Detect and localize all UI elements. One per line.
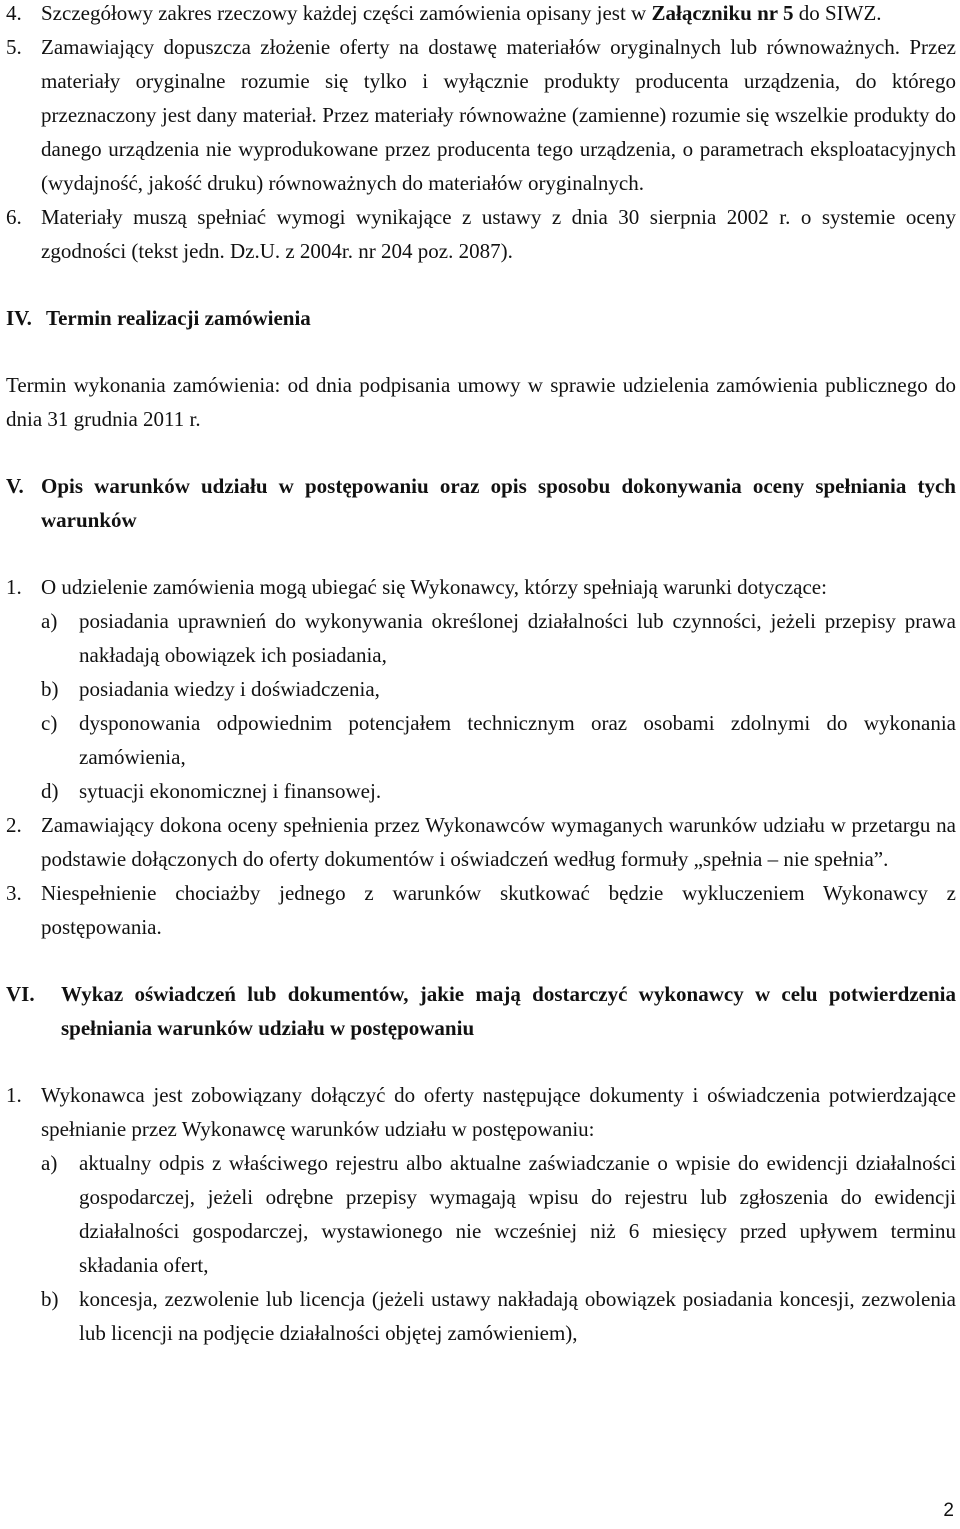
list-text: Zamawiający dokona oceny spełnienia przez Wykonawców wymaganych warunków udziału w przetargu na podstawie dołączonych do oferty dokumentów i oświadczeń według formuły „spełnia – nie spełnia”. bbox=[41, 813, 956, 871]
list-number: 6. bbox=[6, 205, 22, 229]
list-item-5 bbox=[6, 30, 956, 200]
list-text: Niespełnienie chociażby jednego z warunków skutkować będzie wykluczeniem Wykonawcy z postępowania. bbox=[41, 881, 956, 939]
sub-item-c bbox=[41, 706, 956, 774]
sub-item-b bbox=[41, 1282, 956, 1350]
sub-text: dysponowania odpowiednim potencjałem technicznym oraz osobami zdolnymi do wykonania zamówienia, bbox=[79, 711, 956, 769]
list-text: Zamawiający dopuszcza złożenie oferty na dostawę materiałów oryginalnych lub równoważnych. Przez materiały oryginalne rozumie się tylko i wyłącznie produkty producenta urządzenia, do którego przeznaczony jest dany materiał. Przez materiały równoważne (zamienne) rozumie się wszelkie produkty do danego urządzenia nie wyprodukowane przez producenta tego urządzenia, o parametrach eksploatacyjnych (wydajność, jakość druku) równoważnych do materiałów oryginalnych. bbox=[41, 35, 956, 195]
sub-item-d bbox=[41, 774, 956, 808]
attachment-reference: Załączniku nr 5 bbox=[651, 1, 794, 25]
sub-letter: b) bbox=[41, 1287, 59, 1311]
sub-item-a bbox=[41, 1146, 956, 1282]
list-text: Szczegółowy zakres rzeczowy każdej części zamówienia opisany jest w bbox=[41, 1, 652, 25]
section-number: VI. bbox=[6, 982, 35, 1006]
list-number: 3. bbox=[6, 881, 22, 905]
section-v-item-2 bbox=[6, 808, 956, 876]
section-heading-vi bbox=[6, 977, 956, 1045]
list-text: O udzielenie zamówienia mogą ubiegać się Wykonawcy, którzy spełniają warunki dotyczące: bbox=[41, 575, 827, 599]
list-number: 4. bbox=[6, 1, 22, 25]
section-vi-item-1 bbox=[6, 1078, 956, 1146]
section-v-item-3 bbox=[6, 876, 956, 944]
list-number: 1. bbox=[6, 575, 22, 599]
section-title: Wykaz oświadczeń lub dokumentów, jakie mają dostarczyć wykonawcy w celu potwierdzenia spełniania warunków udziału w postępowaniu bbox=[61, 982, 956, 1040]
sub-text: posiadania uprawnień do wykonywania określonej działalności lub czynności, jeżeli przepisy prawa nakładają obowiązek ich posiadania, bbox=[79, 609, 956, 667]
sub-text: aktualny odpis z właściwego rejestru albo aktualne zaświadczanie o wpisie do ewidencji działalności gospodarczej, jeżeli odrębne przepisy wymagają wpisu do rejestru lub zgłoszenia do ewidencji działalności gospodarczej, wystawionego nie wcześniej niż 6 miesięcy przed upływem terminu składania ofert, bbox=[79, 1151, 956, 1277]
section-heading-v bbox=[6, 469, 956, 537]
list-item-4 bbox=[6, 0, 956, 30]
section-v-item-1 bbox=[6, 570, 956, 604]
sub-text: posiadania wiedzy i doświadczenia, bbox=[79, 677, 380, 701]
section-title: Termin realizacji zamówienia bbox=[46, 306, 311, 330]
section-iv-body: Termin wykonania zamówienia: od dnia podpisania umowy w sprawie udzielenia zamówienia publicznego do dnia 31 grudnia 2011 r. bbox=[6, 373, 956, 431]
list-item-6 bbox=[6, 200, 956, 268]
section-number: IV. bbox=[6, 306, 32, 330]
list-number: 5. bbox=[6, 35, 22, 59]
list-number: 2. bbox=[6, 813, 22, 837]
sub-item-b bbox=[41, 672, 956, 706]
list-text: Wykonawca jest zobowiązany dołączyć do oferty następujące dokumenty i oświadczenia potwierdzające spełnianie przez Wykonawcę warunków udziału w postępowaniu: bbox=[41, 1083, 956, 1141]
list-number: 1. bbox=[6, 1083, 22, 1107]
section-number: V. bbox=[6, 474, 24, 498]
page-number: 2 bbox=[943, 1500, 954, 1521]
sub-letter: a) bbox=[41, 609, 58, 633]
section-heading-iv bbox=[6, 301, 956, 335]
document-page bbox=[6, 0, 956, 1350]
sub-letter: b) bbox=[41, 677, 59, 701]
section-title: Opis warunków udziału w postępowaniu oraz opis sposobu dokonywania oceny spełniania tych warunków bbox=[41, 474, 956, 532]
sub-letter: d) bbox=[41, 779, 59, 803]
sub-letter: a) bbox=[41, 1151, 58, 1175]
sub-text: koncesja, zezwolenie lub licencja (jeżeli ustawy nakładają obowiązek posiadania koncesji, zezwolenia lub licencji na podjęcie działalności objętej zamówieniem), bbox=[79, 1287, 956, 1345]
sub-letter: c) bbox=[41, 711, 58, 735]
list-text: Materiały muszą spełniać wymogi wynikające z ustawy z dnia 30 sierpnia 2002 r. o systemie oceny zgodności (tekst jedn. Dz.U. z 2004r. nr 204 poz. 2087). bbox=[41, 205, 956, 263]
sub-item-a bbox=[41, 604, 956, 672]
list-text-end: do SIWZ. bbox=[793, 1, 882, 25]
sub-text: sytuacji ekonomicznej i finansowej. bbox=[79, 779, 382, 803]
